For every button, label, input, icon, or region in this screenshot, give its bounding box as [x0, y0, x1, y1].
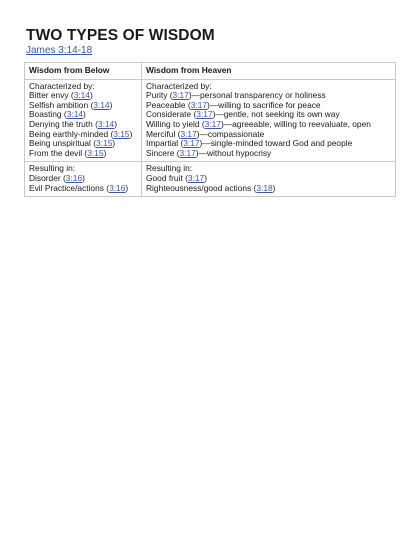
- item-description: )—gentle, not seeking its own way: [212, 109, 340, 120]
- verse-reference-link[interactable]: 3:17: [183, 138, 200, 149]
- item-text: Evil Practice/actions (: [29, 182, 110, 193]
- item-description: ): [109, 99, 113, 110]
- verse-reference-link[interactable]: 3:15: [96, 138, 113, 149]
- verse-reference-link[interactable]: 3:14: [73, 90, 90, 101]
- verse-reference-link[interactable]: 3:16: [65, 172, 83, 183]
- item-text: Considerate (: [146, 109, 197, 120]
- item-text: Impartial (: [146, 138, 184, 149]
- item-text: Peaceable (: [146, 99, 191, 110]
- item-description: )—compassionate: [196, 128, 265, 139]
- item-text: Selfish ambition (: [29, 99, 94, 110]
- verse-reference-link[interactable]: 3:17: [172, 90, 189, 101]
- item-text: Being unspiritual (: [29, 138, 97, 149]
- table-row: [25, 162, 396, 197]
- item-description: )—personal transparency or holiness: [188, 90, 326, 101]
- list-item: [146, 184, 391, 194]
- verse-reference-link[interactable]: 3:17: [190, 99, 208, 110]
- item-text: Boasting (: [29, 109, 67, 120]
- item-text: Being earthly-minded (: [29, 128, 114, 139]
- column-header-heaven: Wisdom from Heaven: [142, 63, 396, 80]
- item-description: ): [125, 182, 129, 193]
- table-cell-below: [25, 79, 142, 162]
- scripture-reference-link[interactable]: James 3:14-18: [26, 45, 93, 56]
- list-item: [29, 184, 137, 194]
- item-text: Resulting in:: [146, 163, 193, 174]
- item-description: ): [112, 138, 116, 149]
- verse-reference-link[interactable]: 3:18: [256, 182, 273, 193]
- item-text: Characterized by:: [29, 80, 95, 91]
- item-description: ): [272, 182, 276, 193]
- item-description: ): [82, 172, 85, 183]
- page-title: TWO TYPES OF WISDOM: [26, 27, 215, 44]
- item-description: ): [83, 109, 86, 120]
- list-item: [29, 149, 137, 159]
- verse-reference-link[interactable]: 3:17: [180, 128, 197, 139]
- item-text: Willing to yield (: [146, 118, 205, 129]
- item-description: ): [103, 147, 107, 158]
- table-cell-below: [25, 162, 142, 197]
- item-description: )—without hypocrisy: [195, 147, 272, 158]
- item-description: )—single-minded toward God and people: [199, 138, 353, 149]
- table-cell-heaven: [142, 79, 396, 162]
- item-description: )—agreeable, willing to reevaluate, open: [220, 118, 371, 129]
- item-text: Characterized by:: [146, 80, 212, 91]
- item-description: ): [129, 128, 133, 139]
- item-text: Bitter envy (: [29, 90, 74, 101]
- item-description: ): [114, 118, 118, 129]
- item-description: )—willing to sacrifice for peace: [207, 99, 321, 110]
- item-text: Disorder (: [29, 172, 66, 183]
- verse-reference-link[interactable]: 3:14: [66, 109, 84, 120]
- item-text: Sincere (: [146, 147, 180, 158]
- verse-reference-link[interactable]: 3:16: [109, 182, 126, 193]
- item-text: Denying the truth (: [29, 118, 98, 129]
- verse-reference-link[interactable]: 3:14: [93, 99, 110, 110]
- wisdom-table: [24, 62, 396, 197]
- verse-reference-link[interactable]: 3:17: [179, 147, 196, 158]
- item-text: Righteousness/good actions (: [146, 182, 257, 193]
- item-description: ): [204, 172, 208, 183]
- item-description: ): [90, 90, 93, 101]
- item-text: Purity (: [146, 90, 173, 101]
- verse-reference-link[interactable]: 3:15: [87, 147, 104, 158]
- table-row: [25, 79, 396, 162]
- item-text: Resulting in:: [29, 163, 76, 174]
- verse-reference-link[interactable]: 3:17: [204, 118, 221, 129]
- item-text: From the devil (: [29, 147, 88, 158]
- verse-reference-link[interactable]: 3:17: [187, 172, 205, 183]
- verse-reference-link[interactable]: 3:14: [97, 118, 115, 129]
- table-cell-heaven: [142, 162, 396, 197]
- column-header-below: Wisdom from Below: [25, 63, 142, 80]
- item-text: Merciful (: [146, 128, 181, 139]
- list-item: [146, 149, 391, 159]
- item-text: Good fruit (: [146, 172, 188, 183]
- verse-reference-link[interactable]: 3:15: [113, 128, 130, 139]
- table-header-row: [25, 63, 396, 80]
- verse-reference-link[interactable]: 3:17: [196, 109, 213, 120]
